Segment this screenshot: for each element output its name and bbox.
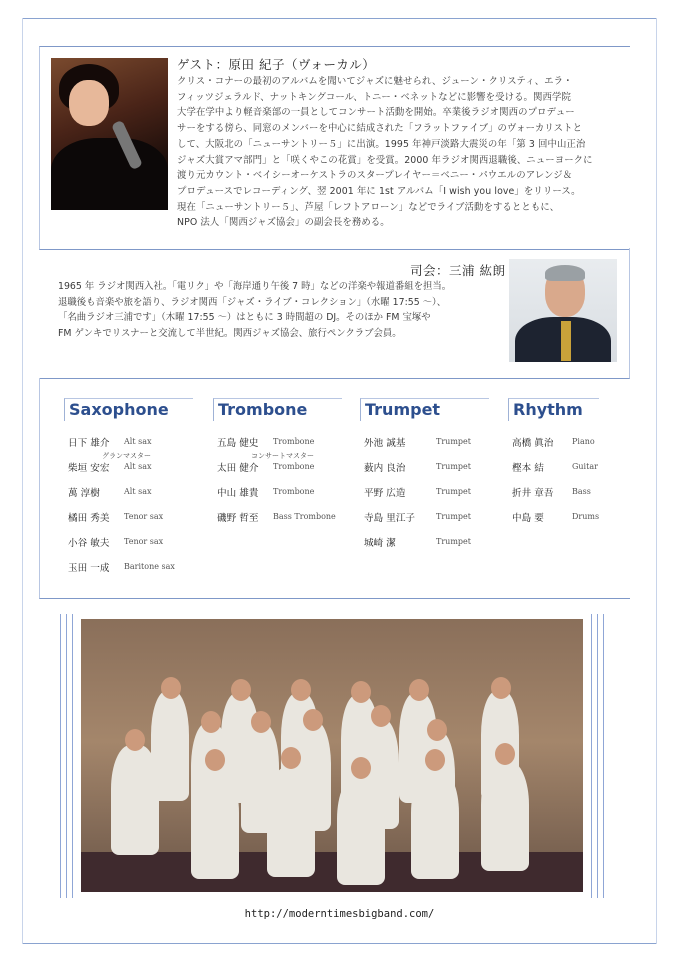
page-border [22,18,657,19]
member-instrument: Drums [572,512,600,521]
band-group-photo [81,619,583,892]
guest-bio-line: 渡り元カウント・ベイシーオーケストラのスタープレイヤー＝ベニー・パウエルのアレンジ＆ [177,170,573,182]
member-row [508,454,599,479]
member-instrument: Guitar [572,462,598,471]
member-name: 城崎 潔 [364,538,396,549]
guest-bio-line: 現在「ニューサントリー５」、芦屋「レフトアローン」などでライブ活動をするとともに、 [177,201,560,213]
photo-frame-line [72,614,73,898]
photo-frame-line [597,614,598,898]
guest-bio-line: プロデュースでレコーディング、翌 2001 年に 1st アルバム「I wish you love」をリリース。 [177,185,581,197]
member-instrument: Trumpet [436,437,471,446]
member-row [64,479,193,504]
guest-bio-line: 大学在学中より軽音楽部の一員としてコンサート活動を開始。卒業後ラジオ関西のプロデュー [177,107,575,119]
member-row [64,504,193,529]
guest-bio-line: クリス・コナーの最初のアルバムを聞いてジャズに魅せられ、ジューン・クリスティ、エラ・ [177,76,573,87]
member-instrument: Alt sax [124,462,152,471]
member-role-note: コンサートマスター [251,452,314,460]
member-instrument: Trumpet [436,512,471,521]
guest-bio-line: して、大阪北の「ニューサントリー５」に出演。1995 年神戸淡路大震災の年「第 3 回中山正治 [177,138,586,150]
member-name: 高橋 眞治 [512,438,554,449]
guest-bio-line: ジャズ大賞アマ部門」と「咲くやこの花賞」を受賞。2000 年ラジオ関西退職後、ニューヨークに [177,154,593,166]
section-heading: Rhythm [508,398,599,421]
member-row [360,504,489,529]
member-role-note: グランマスター [102,452,151,460]
member-row [64,529,193,554]
host-title: 司会：三浦 紘朗 [410,263,506,278]
section-trumpet [360,398,489,554]
member-name: 萬 淳樹 [68,488,100,499]
member-name: 外池 誠基 [364,438,406,449]
member-row [360,479,489,504]
member-name: 柴垣 安宏 [68,463,110,474]
website-url: http://moderntimesbigband.com/ [244,908,435,920]
section-saxophone [64,398,193,579]
member-instrument: Bass Trombone [273,512,336,521]
member-name: 寺島 里江子 [364,513,416,524]
member-instrument: Alt sax [124,437,152,446]
member-instrument: Trumpet [436,462,471,471]
host-bio-line: 1965 年 ラジオ関西入社。「電リク」や「海岸通り午後 7 時」などの洋楽や報道番組を担当。 [58,281,452,292]
member-row [508,479,599,504]
member-instrument: Tenor sax [124,512,164,521]
guest-title: ゲスト：原田 紀子（ヴォーカル） [177,57,376,72]
page-border [22,943,657,944]
photo-frame-line [66,614,67,898]
host-bio-line: 「名曲ラジオ三浦です」（木曜 17:55 ～）はともに 3 時間超の DJ。そのほか FM 宝塚や [58,312,431,324]
member-name: 玉田 一成 [68,563,110,574]
member-row [360,529,489,554]
member-instrument: Trumpet [436,537,471,546]
host-bio-line: 退職後も音楽や旅を語り、ラジオ関西「ジャズ・ライブ・コレクション」（水曜 17:55 ～）、 [58,296,447,308]
member-instrument: Alt sax [124,487,152,496]
member-name: 中山 雄貴 [217,488,259,499]
member-name: 折井 章吾 [512,488,554,499]
guest-bio [177,74,619,231]
photo-frame-line [60,614,61,898]
section-rhythm [508,398,599,529]
section-trombone [213,398,342,529]
member-instrument: Tenor sax [124,537,164,546]
page-border [22,18,23,944]
guest-bio-line: フィッツジェラルド、ナットキングコール、トニー・ベネットなどに影響を受ける。関西学院 [177,91,571,103]
member-instrument: Bass [572,487,591,496]
member-instrument: Trombone [273,462,315,471]
member-instrument: Trombone [273,487,315,496]
guest-bio-line: NPO 法人「関西ジャズ協会」の副会長を務める。 [177,217,390,229]
member-row [64,554,193,579]
member-row [360,429,489,454]
member-name: 橘田 秀美 [68,513,110,524]
member-name: 日下 雄介 [68,438,110,449]
member-row [508,429,599,454]
member-name: 平野 広造 [364,488,406,499]
member-instrument: Trombone [273,437,315,446]
member-name: 磯野 哲至 [217,513,259,524]
page-border [656,18,657,944]
member-name: 中島 要 [512,513,544,524]
member-instrument: Baritone sax [124,562,175,571]
host-photo [509,259,617,362]
member-name: 樫本 結 [512,463,544,474]
section-heading: Trombone [213,398,342,421]
host-bio-line: FM ゲンキでリスナーと交流して半世紀。関西ジャズ協会、旅行ペンクラブ会員。 [58,328,402,340]
member-row [213,504,342,529]
member-row [213,454,342,479]
member-instrument: Piano [572,437,595,446]
member-row [508,504,599,529]
photo-frame-line [603,614,604,898]
member-row [213,479,342,504]
member-name: 小谷 敏夫 [68,538,110,549]
member-instrument: Trumpet [436,487,471,496]
member-row [64,454,193,479]
member-name: 太田 健介 [217,463,259,474]
guest-photo [51,58,168,210]
member-name: 五島 健史 [217,438,259,449]
section-heading: Saxophone [64,398,193,421]
photo-frame-line [591,614,592,898]
guest-bio-line: サーをする傍ら、同窓のメンバーを中心に結成された「フラットファイブ」のヴォーカリストと [177,123,583,135]
host-bio [58,279,503,342]
member-row [360,454,489,479]
section-heading: Trumpet [360,398,489,421]
member-name: 薮内 良治 [364,463,406,474]
